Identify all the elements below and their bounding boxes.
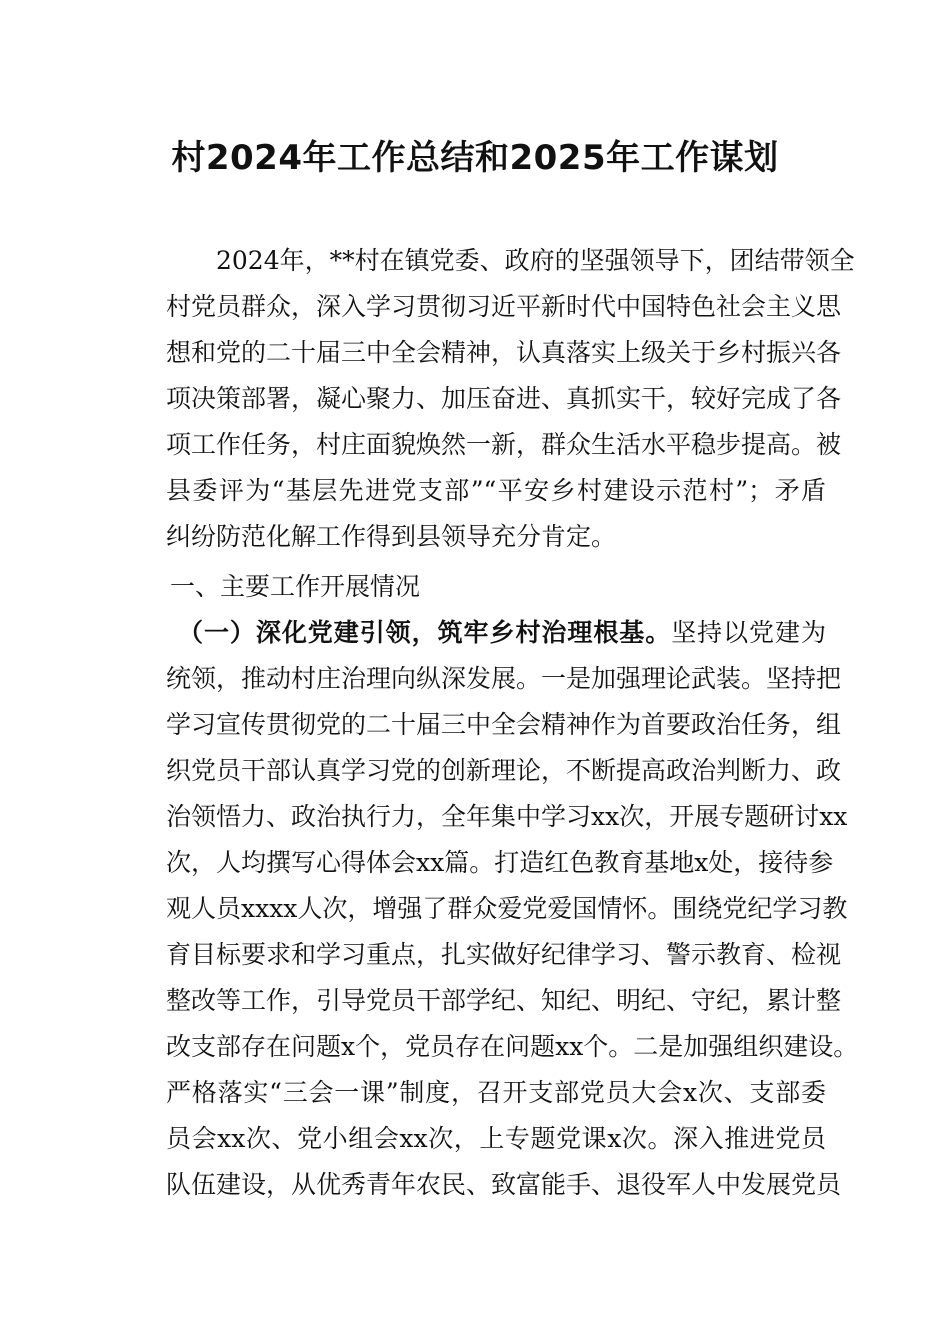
body-line-7: 育目标要求和学习重点，扎实做好纪律学习、警示教育、检视 — [166, 940, 842, 969]
intro-line-7: 纠纷防范化解工作得到县领导充分肯定。 — [166, 522, 617, 551]
body-line-5: 次，人均撰写心得体会xx篇。打造红色教育基地x处，接待参 — [166, 848, 834, 877]
sub-heading-line — [178, 610, 826, 656]
intro-line-1: 2024年，**村在镇党委、政府的坚强领导下，团结带领全 — [216, 246, 855, 275]
body-line-11: 员会xx次、党小组会xx次，上专题党课x次。深入推进党员 — [166, 1124, 826, 1153]
intro-line-4: 项决策部署，凝心聚力、加压奋进、真抓实干，较好完成了各 — [166, 384, 842, 413]
body-line-2: 学习宣传贯彻党的二十届三中全会精神作为首要政治任务，组 — [166, 710, 842, 739]
body-line-3: 织党员干部认真学习党的创新理论，不断提高政治判断力、政 — [166, 756, 842, 785]
body-line-8: 整改等工作，引导党员干部学纪、知纪、明纪、守纪，累计整 — [166, 986, 842, 1015]
intro-line-3: 想和党的二十届三中全会精神，认真落实上级关于乡村振兴各 — [166, 338, 842, 367]
intro-line-2: 村党员群众，深入学习贯彻习近平新时代中国特色社会主义思 — [166, 292, 842, 321]
body-line-6: 观人员xxxx人次，增强了群众爱党爱国情怀。围绕党纪学习教 — [166, 894, 848, 923]
document-title: 村2024年工作总结和2025年工作谋划 — [171, 138, 779, 178]
body-line-9: 改支部存在问题x个，党员存在问题xx个。二是加强组织建设。 — [166, 1032, 859, 1061]
body-line-10: 严格落实“三会一课”制度，召开支部党员大会x次、支部委 — [166, 1078, 826, 1107]
sub-heading-1: （一）深化党建引领，筑牢乡村治理根基。 — [178, 618, 672, 647]
body-line-1: 统领，推动村庄治理向纵深发展。一是加强理论武装。坚持把 — [166, 664, 842, 693]
section-heading-1: 一、主要工作开展情况 — [170, 572, 421, 601]
body-line-12: 队伍建设，从优秀青年农民、致富能手、退役军人中发展党员 — [166, 1170, 842, 1199]
body-line-4: 治领悟力、政治执行力，全年集中学习xx次，开展专题研讨xx — [166, 802, 848, 831]
sub-heading-1-rest: 坚持以党建为 — [671, 618, 826, 647]
intro-line-5: 项工作任务，村庄面貌焕然一新，群众生活水平稳步提高。被 — [166, 430, 842, 459]
intro-line-6: 县委评为“基层先进党支部”“平安乡村建设示范村”；矛盾 — [166, 476, 826, 505]
